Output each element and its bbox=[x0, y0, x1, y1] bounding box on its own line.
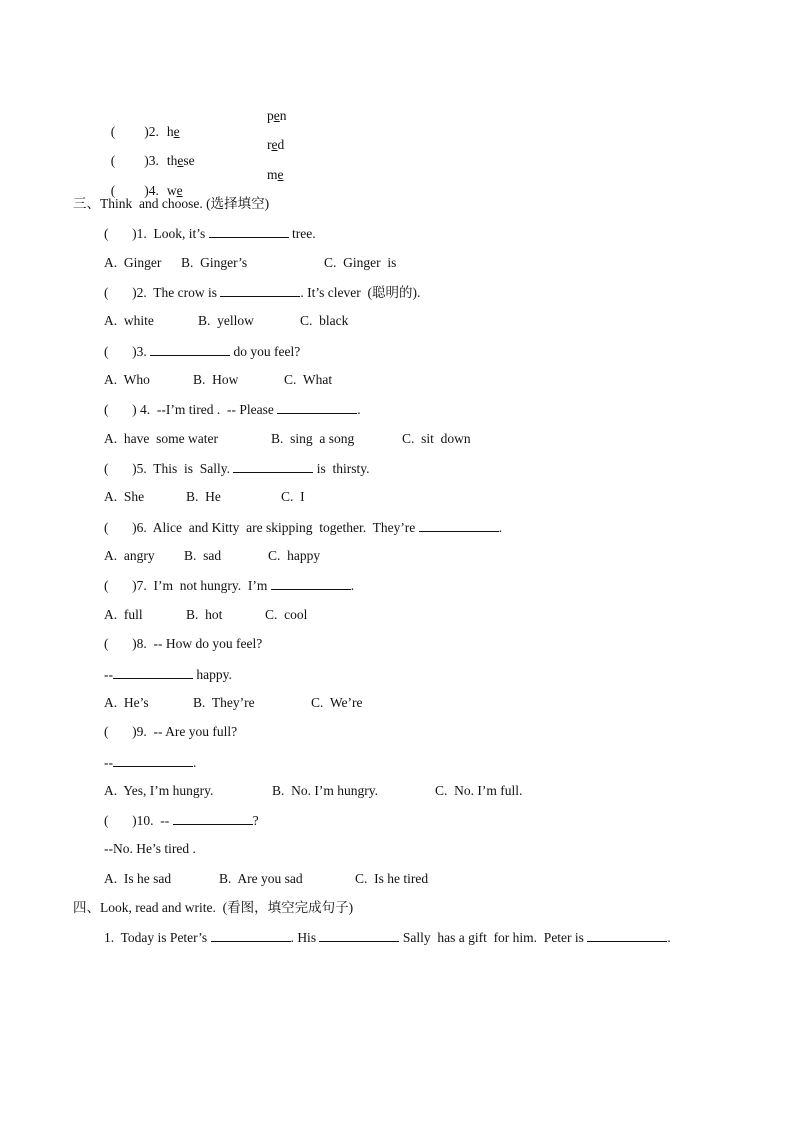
option-c: C. Ginger is bbox=[324, 255, 397, 270]
answer-line: -- . bbox=[104, 755, 197, 770]
question-10: ( )10. -- ? bbox=[104, 813, 259, 828]
option-a: A. Yes, I’m hungry. bbox=[104, 783, 214, 798]
option-c: C. We’re bbox=[311, 695, 363, 710]
question-3: ( )3. do you feel? bbox=[104, 344, 301, 359]
option-a: A. angry bbox=[104, 548, 155, 563]
option-c: C. black bbox=[300, 313, 349, 328]
answer-blank[interactable] bbox=[277, 401, 357, 414]
option-a: A. full bbox=[104, 607, 143, 622]
question-1: ( )1. Look, it’s tree. bbox=[104, 226, 316, 241]
phonics-row bbox=[104, 167, 183, 199]
sentence-1: 1. Today is Peter’s . His Sally has a gift for him. Peter is . bbox=[104, 930, 671, 945]
answer-blank[interactable] bbox=[150, 343, 230, 356]
option-b: B. No. I’m hungry. bbox=[272, 783, 378, 798]
option-b: B. sing a song bbox=[271, 431, 355, 446]
phonics-word-2: red bbox=[267, 137, 285, 152]
option-c: C. I bbox=[281, 489, 305, 504]
answer-blank[interactable] bbox=[113, 754, 193, 767]
answer-line: --No. He’s tired . bbox=[104, 841, 196, 856]
option-c: C. cool bbox=[265, 607, 308, 622]
option-b: B. yellow bbox=[198, 313, 254, 328]
option-b: B. Ginger’s bbox=[181, 255, 248, 270]
phonics-word-2: me bbox=[267, 167, 284, 182]
option-a: A. white bbox=[104, 313, 154, 328]
option-b: B. They’re bbox=[193, 695, 255, 710]
phonics-row bbox=[104, 108, 180, 140]
option-b: B. sad bbox=[184, 548, 222, 563]
answer-blank[interactable] bbox=[220, 284, 300, 297]
option-b: B. hot bbox=[186, 607, 223, 622]
option-a: A. He’s bbox=[104, 695, 149, 710]
question-number: )3. bbox=[144, 153, 159, 168]
option-c: C. happy bbox=[268, 548, 321, 563]
section-3-title: 三、Think and choose. (选择填空) bbox=[73, 196, 270, 211]
option-c: C. sit down bbox=[402, 431, 471, 446]
option-a: A. Is he sad bbox=[104, 871, 172, 886]
answer-blank[interactable] bbox=[211, 929, 291, 942]
word-1: these bbox=[166, 153, 195, 168]
answer-blank[interactable] bbox=[209, 225, 289, 238]
phonics-row bbox=[104, 137, 195, 169]
answer-line: -- happy. bbox=[104, 667, 232, 682]
question-2: ( )2. The crow is . It’s clever (聪明的). bbox=[104, 285, 421, 300]
option-b: B. Are you sad bbox=[219, 871, 303, 886]
answer-blank[interactable] bbox=[419, 519, 499, 532]
option-b: B. He bbox=[186, 489, 221, 504]
option-b: B. How bbox=[193, 372, 239, 387]
option-a: A. have some water bbox=[104, 431, 218, 446]
answer-blank[interactable] bbox=[587, 929, 667, 942]
question-5: ( )5. This is Sally. is thirsty. bbox=[104, 461, 370, 476]
answer-paren[interactable]: ( bbox=[110, 153, 116, 168]
option-a: A. She bbox=[104, 489, 145, 504]
question-8: ( )8. -- How do you feel? bbox=[104, 636, 263, 651]
question-number: )2. bbox=[144, 124, 159, 139]
question-number: )4. bbox=[144, 183, 159, 198]
question-7: ( )7. I’m not hungry. I’m . bbox=[104, 578, 355, 593]
answer-paren[interactable]: ( bbox=[110, 183, 116, 198]
answer-blank[interactable] bbox=[173, 812, 253, 825]
answer-blank[interactable] bbox=[271, 577, 351, 590]
option-a: A. Who bbox=[104, 372, 150, 387]
answer-paren[interactable]: ( bbox=[110, 124, 116, 139]
option-c: C. No. I’m full. bbox=[435, 783, 523, 798]
question-9: ( )9. -- Are you full? bbox=[104, 724, 238, 739]
option-c: C. What bbox=[284, 372, 333, 387]
word-1: he bbox=[166, 124, 180, 139]
answer-blank[interactable] bbox=[113, 666, 193, 679]
answer-blank[interactable] bbox=[319, 929, 399, 942]
question-6: ( )6. Alice and Kitty are skipping together. They’re . bbox=[104, 520, 503, 535]
phonics-word-2: pen bbox=[267, 108, 287, 123]
answer-blank[interactable] bbox=[233, 460, 313, 473]
word-1: we bbox=[166, 183, 183, 198]
section-4-title: 四、Look, read and write. (看图，填空完成句子) bbox=[73, 900, 354, 915]
option-a: A. Ginger bbox=[104, 255, 162, 270]
question-4: ( ) 4. --I’m tired . -- Please . bbox=[104, 402, 361, 417]
option-c: C. Is he tired bbox=[355, 871, 429, 886]
